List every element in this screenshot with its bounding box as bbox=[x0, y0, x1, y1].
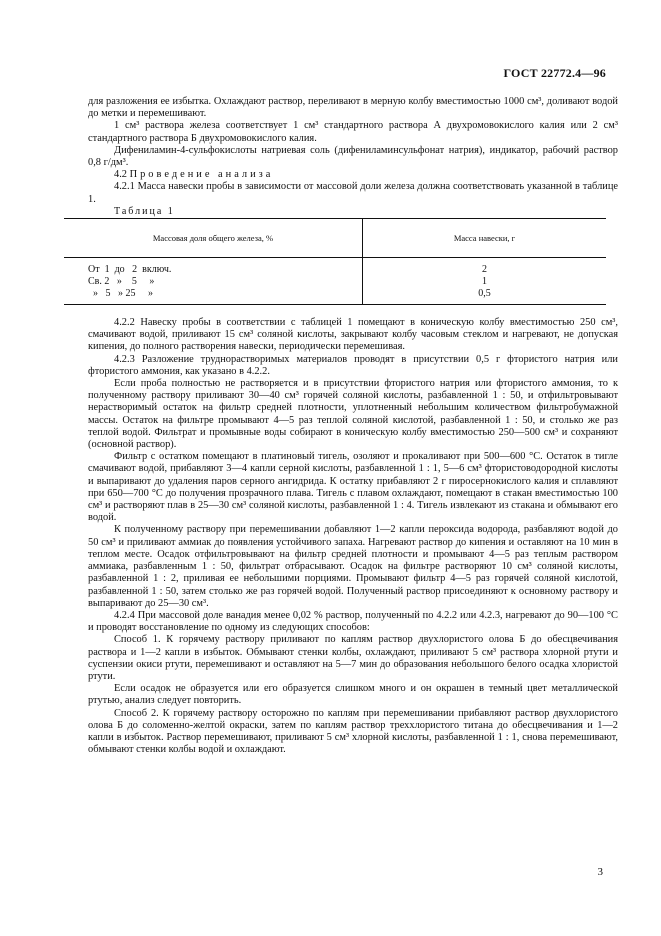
paragraph: К полученному раствору при перемешивании добавляют 1—2 капли пероксида водорода, разбавляют водой до 50 см³ и приливают аммиак до появления устойчивого запаха. Нагревают раствор до кипения и оставляют на 10 мин в теплом месте. Осадок отфильтровывают на фильтр средней плотности и промывают 4—5 раз теплым раствором аммиака, разбавленным 1 : 50, фильтрат отбрасывают. Осадок на фильтре растворяют 10 см³ соляной кислоты, разбавленной 1 : 2, приливая ее небольшими порциями. Промывают фильтр 4—5 раз горячей соляной кислотой, разбавленной 1 : 50, затем столько же раз горячей водой. Полученный раствор присоединяют к основному раствору и выпаривают до 25—30 см³. bbox=[88, 524, 618, 609]
sample-mass-table bbox=[64, 218, 606, 305]
paragraph: 4.2.2 Навеску пробы в соответствии с таблицей 1 помещают в коническую колбу вместимостью 250 см³, смачивают водой, приливают 15 см³ соляной кислоты, закрывают колбу часовым стеклом и нагревают, не допуская кипения, до полного растворения навески, периодически перемешивая. bbox=[88, 317, 618, 353]
table-cell bbox=[64, 258, 363, 305]
paragraph: Способ 1. К горячему раствору приливают по каплям раствор двухлористого олова Б до обесцвечивания раствора и 1—2 капли в избыток. Обмывают стенки колбы, охлаждают, приливают 5 см³ раствора хлорной ртути и суспензии окиси ртути, перемешивают и оставляют на 5—7 мин до образования небольшого белого осадка хлористой ртути. bbox=[88, 634, 618, 682]
section-number: 4.2 bbox=[114, 169, 127, 181]
range-value: Св. 2 » 5 » bbox=[88, 276, 155, 288]
paragraph: Способ 2. К горячему раствору осторожно по каплям при перемешивании прибавляют раствор двухлористого олова Б до соломенно-желтой окраски, затем по каплям раствор треххлористого титана до обесцвечивания и 1—2 капли в избыток. Раствор перемешивают, приливают 5 см³ хлорной кислоты, разбавленной 1 : 1, снова перемешивают, обмывают стенки колбы водой и охлаждают. bbox=[88, 707, 618, 756]
table-caption: Таблица 1 bbox=[114, 205, 175, 217]
mass-value: 2 bbox=[482, 264, 487, 276]
paragraph: Фильтр с остатком помещают в платиновый тигель, озоляют и прокаливают при 500—600 °С. Остаток в тигле смачивают водой, прибавляют 3—4 капли серной кислоты, разбавленной 1 : 1, 5—6 см³ фтористоводородной кислоты и выпаривают до удаления паров серного ангидрида. К остатку прибавляют 2 г пиросернокислого калия и сплавляют при 650—700 °С до получения прозрачного плава. Тигель с плавом охлаждают, помещают в стакан вместимостью 100 см³ и растворяют плав в 25—30 см³ соляной кислоты, разбавленной 1 : 4. Тигель извлекают из стакана и обмывают его водой. bbox=[88, 451, 618, 524]
range-value: » 5 » 25 » bbox=[88, 288, 153, 300]
standard-header: ГОСТ 22772.4—96 bbox=[503, 66, 606, 80]
table-header: Массовая доля общего железа, % bbox=[64, 219, 363, 258]
mass-value: 1 bbox=[482, 276, 487, 288]
range-value: От 1 до 2 включ. bbox=[88, 264, 172, 276]
paragraph: 4.2.3 Разложение труднорастворимых материалов проводят в присутствии 0,5 г фтористого натрия или фтористого аммония, как указано в 4.2.2. bbox=[88, 353, 618, 377]
table-header: Масса навески, г bbox=[363, 219, 607, 258]
paragraph: Если проба полностью не растворяется и в присутствии фтористого натрия или фтористого аммония, то к полученному раствору приливают 30—40 см³ горячей соляной кислоты, разбавленной 1 : 50, и отфильтровывают нерастворимый остаток на фильтр средней плотности, уплотненный небольшим количеством фильтробумажной массы. Остаток на фильтре промывают 4—5 раз теплой соляной кислотой, разбавленной 1 : 50, и столько же раз теплой водой. Фильтрат и промывные воды собирают в коническую колбу вместимостью 250—500 см³ и сохраняют (основной раствор). bbox=[88, 378, 618, 451]
paragraph: 1 см³ раствора железа соответствует 1 см³ стандартного раствора А двухромовокислого калия или 2 см³ стандартного раствора Б двухромовокислого калия. bbox=[88, 120, 618, 144]
paragraph: Дифениламин-4-сульфокислоты натриевая соль (дифениламинсульфонат натрия), индикатор, рабочий раствор 0,8 г/дм³. bbox=[88, 144, 618, 169]
mass-value: 0,5 bbox=[478, 288, 491, 300]
document-body bbox=[88, 96, 618, 756]
paragraph: Если осадок не образуется или его образуется слишком много и он окрашен в темный цвет металлической ртутью, анализ следует повторить. bbox=[88, 683, 618, 707]
section-title: Проведение анализа bbox=[129, 169, 274, 181]
paragraph: 4.2.4 При массовой доле ванадия менее 0,02 % раствор, полученный по 4.2.2 или 4.2.3, нагревают до 90—100 °С и проводят восстановление по одному из следующих способов: bbox=[88, 609, 618, 634]
section-heading bbox=[88, 169, 618, 181]
table-cell bbox=[363, 258, 607, 305]
page-number: 3 bbox=[597, 866, 603, 878]
paragraph: для разложения ее избытка. Охлаждают раствор, переливают в мерную колбу вместимостью 1000 см³, доливают водой до метки и перемешивают. bbox=[88, 96, 618, 120]
paragraph: 4.2.1 Масса навески пробы в зависимости от массовой доли железа должна соответствовать указанной в таблице 1. bbox=[88, 181, 618, 205]
